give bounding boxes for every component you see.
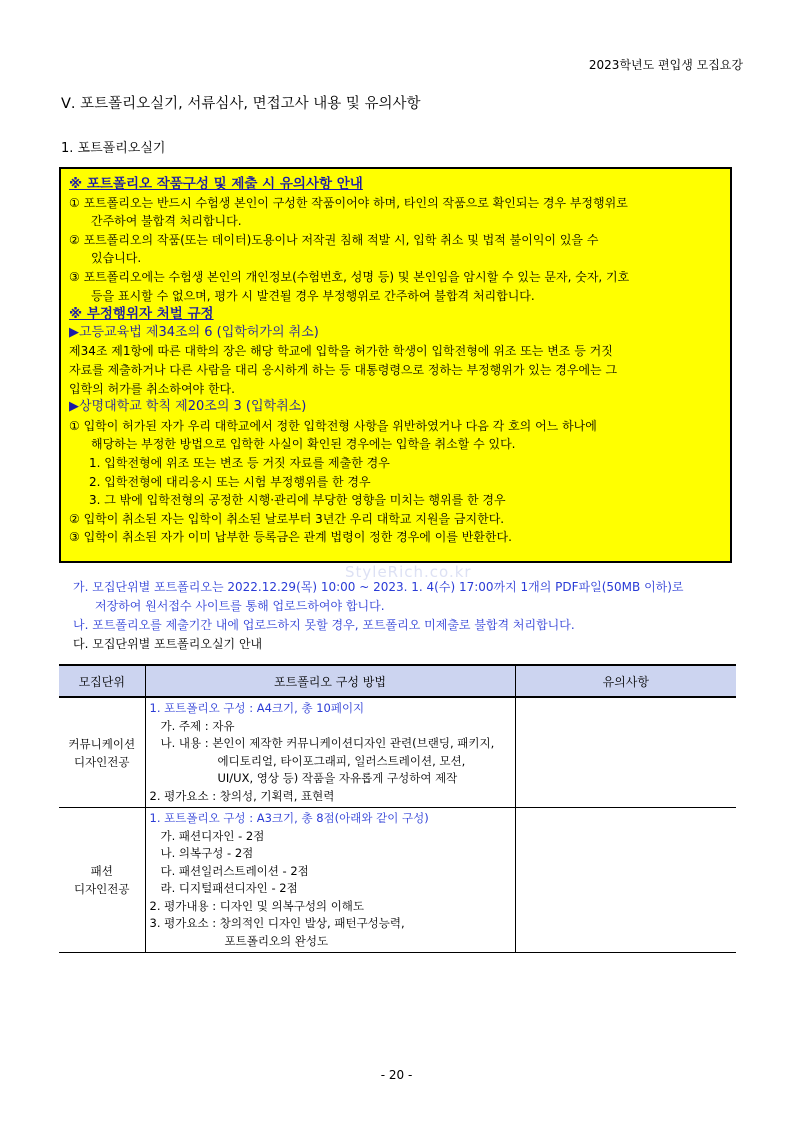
notice-item-1-cont: 간주하여 불합격 처리합니다. [91, 214, 242, 229]
table-header-unit: 모집단위 [59, 665, 145, 697]
section-title: Ⅴ. 포트폴리오실기, 서류심사, 면접고사 내용 및 유의사항 [61, 96, 421, 112]
note-da: 다. 모집단위별 포트폴리오실기 안내 [73, 637, 263, 651]
table-row [59, 808, 736, 953]
law-1-line-3: 입학의 허가를 취소하여야 한다. [69, 381, 235, 396]
law-2-sub-3: 3. 그 밖에 입학전형의 공정한 시행·관리에 부당한 영향을 미치는 행위를 한 경우 [89, 493, 506, 508]
law-2-item-3: ③ 입학이 취소된 자가 이미 납부한 등록금은 관계 법령이 정한 경우에 이를 반환한다. [69, 530, 512, 545]
note-na: 나. 포트폴리오를 제출기간 내에 업로드하지 못할 경우, 포트폴리오 미제출로 불합격 처리합니다. [73, 618, 575, 632]
notice-item-2-cont: 있습니다. [91, 251, 142, 266]
sub-title: 1. 포트폴리오실기 [61, 141, 166, 156]
law-2-item-1: ① 입학이 허가된 자가 우리 대학교에서 정한 입학전형 사항을 위반하였거나 다음 각 호의 어느 하나에 [69, 418, 597, 433]
law-2-item-2: ② 입학이 취소된 자는 입학이 취소된 날로부터 3년간 우리 대학교 지원을 금지한다. [69, 511, 505, 526]
method-line: 3. 평가요소 : 창의적인 디자인 발상, 패턴구성능력, [149, 916, 405, 930]
unit-name-cont: 디자인전공 [73, 882, 130, 896]
method-line: 가. 주제 : 자유 [160, 718, 235, 733]
law-1-title: ▶고등교육법 제34조의 6 (입학허가의 취소) [69, 324, 319, 340]
notes [73, 578, 773, 654]
law-2-sub-1: 1. 입학전형에 위조 또는 변조 등 거짓 자료를 제출한 경우 [89, 455, 390, 470]
notice-item-2: ② 포트폴리오의 작품(또는 데이터)도용이나 저작권 침해 적발 시, 입학 취소 및 법적 불이익이 있을 수 [69, 232, 599, 247]
portfolio-table [59, 664, 736, 953]
unit-name-cont: 디자인전공 [73, 754, 130, 769]
method-line: 포트폴리오의 완성도 [224, 933, 329, 948]
page-number: - 20 - [380, 1068, 413, 1082]
method-line: 나. 의복구성 - 2점 [160, 846, 254, 860]
method-line: 나. 내용 : 본인이 제작한 커뮤니케이션디자인 관련(브랜딩, 패키지, [160, 736, 495, 750]
method-cell [145, 808, 515, 953]
method-line: 가. 패션디자인 - 2점 [160, 828, 265, 843]
unit-cell [59, 697, 145, 808]
method-line: 다. 패션일러스트레이션 - 2점 [160, 863, 309, 878]
method-line: 2. 평가요소 : 창의성, 기획력, 표현력 [149, 788, 335, 803]
unit-name: 패션 [90, 864, 113, 878]
law-2-title: ▶상명대학교 학칙 제20조의 3 (입학취소) [69, 399, 307, 415]
method-line: 1. 포트폴리오 구성 : A4크기, 총 10페이지 [149, 701, 365, 715]
note-ga-cont: 저장하여 원서접수 사이트를 통해 업로드하여야 합니다. [95, 599, 385, 613]
document-header: 2023학년도 편입생 모집요강 [588, 58, 743, 72]
law-1-line-2: 자료를 제출하거나 다른 사람을 대리 응시하게 하는 등 대통령령으로 정하는 부정행위가 있는 경우에는 그 [69, 362, 618, 377]
method-line: UI/UX, 영상 등) 작품을 자유롭게 구성하여 제작 [217, 771, 458, 785]
method-line: 1. 포트폴리오 구성 : A3크기, 총 8점(아래와 같이 구성) [149, 811, 429, 825]
notice-heading-1: ※ 포트폴리오 작품구성 및 제출 시 유의사항 안내 [69, 176, 363, 192]
method-line: 에디토리얼, 타이포그래피, 일러스트레이션, 모션, [217, 753, 466, 768]
watermark: StyleRich.co.kr [345, 563, 472, 581]
law-2-sub-2: 2. 입학전형에 대리응시 또는 시험 부정행위를 한 경우 [89, 474, 371, 489]
note-ga: 가. 모집단위별 포트폴리오는 2022.12.29(목) 10:00 ~ 2023. 1. 4(수) 17:00까지 1개의 PDF파일(50MB 이하)로 [73, 580, 684, 594]
notes-cell [515, 808, 736, 953]
method-line: 2. 평가내용 : 디자인 및 의복구성의 이해도 [149, 898, 365, 913]
table-row [59, 697, 736, 808]
method-cell [145, 697, 515, 808]
notes-cell [515, 697, 736, 808]
notice-item-3: ③ 포트폴리오에는 수험생 본인의 개인정보(수험번호, 성명 등) 및 본인임을 암시할 수 있는 문자, 숫자, 기호 [69, 269, 630, 284]
notice-box [59, 167, 732, 563]
notice-item-1: ① 포트폴리오는 반드시 수험생 본인이 구성한 작품이어야 하며, 타인의 작품으로 확인되는 경우 부정행위로 [69, 195, 628, 210]
method-line: 라. 디지털패션디자인 - 2점 [160, 881, 298, 895]
law-1-line-1: 제34조 제1항에 따른 대학의 장은 해당 학교에 입학을 허가한 학생이 입학전형에 위조 또는 변조 등 거짓 [69, 344, 613, 359]
notice-item-3-cont: 등을 표시할 수 없으며, 평가 시 발견될 경우 부정행위로 간주하여 불합격 처리합니다. [91, 288, 535, 303]
law-2-item-1-cont: 해당하는 부정한 방법으로 입학한 사실이 확인된 경우에는 입학을 취소할 수 있다. [91, 437, 516, 452]
table-header-method: 포트폴리오 구성 방법 [145, 665, 515, 697]
table-header-row [59, 665, 736, 697]
unit-cell [59, 808, 145, 953]
unit-name: 커뮤니케이션 [68, 736, 136, 751]
notice-heading-2: ※ 부정행위자 처벌 규정 [69, 306, 214, 323]
table-header-notes: 유의사항 [515, 665, 736, 697]
